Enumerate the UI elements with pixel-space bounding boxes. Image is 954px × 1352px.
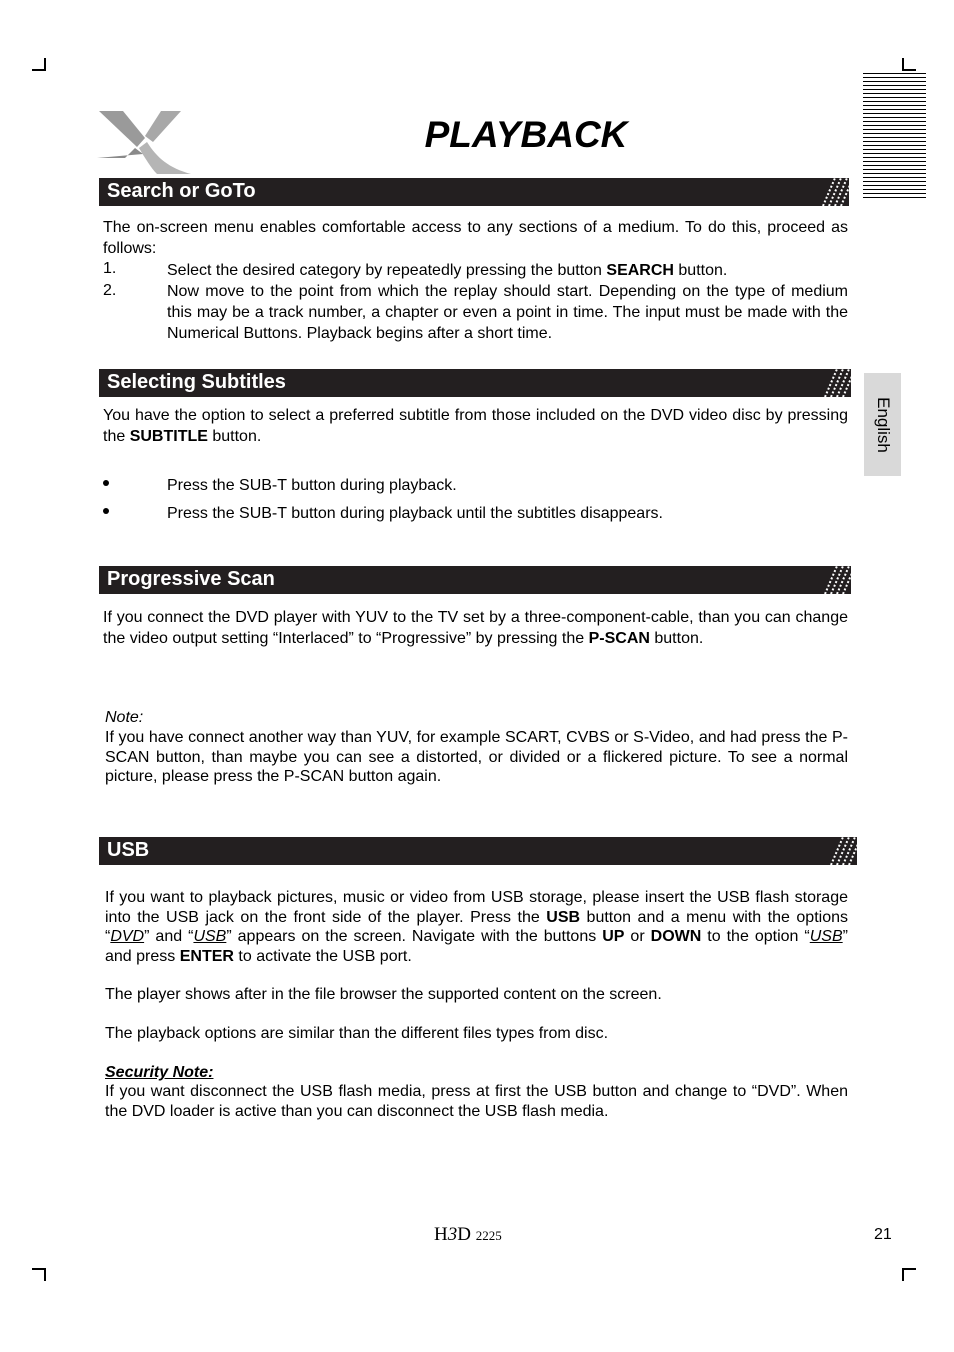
subtitles-intro: You have the option to select a preferred subtitle from those included on the DVD video disc by pressing the SUBTITLE button. [103, 407, 848, 445]
list-item: Select the desired category by repeatedly pressing the button SEARCH button. [167, 262, 728, 279]
progressive-text: If you connect the DVD player with YUV to the TV set by a three-component-cable, than you can change the video output setting “Interlaced” to “Progressive” by pressing the P-SCAN button. [103, 609, 848, 647]
hatch-pattern-icon [819, 178, 855, 206]
section-heading: Search or GoTo [107, 180, 256, 202]
section-header-usb [99, 837, 857, 865]
security-note-text: If you want disconnect the USB flash media, press at first the USB button and change to “DVD”. When the DVD loader is active than you can disconnect the USB flash media. [105, 1083, 848, 1120]
section-header-subtitles [99, 369, 851, 397]
section-header-search [99, 178, 849, 206]
crop-mark-top-left [32, 69, 46, 71]
note-label: Note: [105, 709, 144, 726]
model-name: H3D 2225 [434, 1224, 502, 1245]
crop-mark-top-right [902, 69, 916, 71]
usb-paragraph-1: If you want to playback pictures, music or video from USB storage, please insert the USB flash storage into the USB jack on the front side of the player. Press the USB button and a menu with the options “DVD” and “USB” appears on the screen. Navigate with the buttons UP or DOWN to the option “USB” and press ENTER to activate the USB port. [105, 889, 848, 965]
page-title: PLAYBACK [424, 114, 628, 155]
crop-mark-bottom-left [44, 1268, 46, 1281]
section-heading: USB [107, 839, 150, 861]
list-item: Now move to the point from which the replay should start. Depending on the type of medium this may be a track number, a chapter or even a point in time. The input must be made with the Numerical Buttons. Playback begins after a short time. [167, 283, 848, 342]
crop-mark-bottom-right [902, 1268, 904, 1281]
bullet-icon [103, 508, 109, 514]
list-number: 2. [103, 282, 117, 299]
bullet-item: Press the SUB-T button during playback until the subtitles disappears. [167, 505, 663, 522]
section-heading: Progressive Scan [107, 568, 275, 590]
list-number: 1. [103, 260, 117, 277]
security-note-label: Security Note: [105, 1064, 214, 1081]
language-tab [864, 373, 901, 476]
page-number: 21 [874, 1226, 892, 1243]
hatch-pattern-icon [821, 566, 857, 594]
search-intro: The on-screen menu enables comfortable access to any sections of a medium. To do this, proceed as follows: [103, 219, 848, 257]
crop-mark-bottom-right [902, 1268, 916, 1270]
language-tab-label: English [873, 396, 893, 453]
section-heading: Selecting Subtitles [107, 371, 286, 393]
bullet-item: Press the SUB-T button during playback. [167, 477, 457, 494]
usb-paragraph-3: The playback options are similar than the different files types from disc. [105, 1025, 609, 1042]
usb-paragraph-2: The player shows after in the file browser the supported content on the screen. [105, 986, 662, 1003]
section-header-progressive [99, 566, 851, 594]
bullet-icon [103, 480, 109, 486]
note-text: If you have connect another way than YUV, for example SCART, CVBS or S-Video, and had press the P-SCAN button, than maybe you can see a distorted, or divided or a flickered picture. To see a normal picture, please press the P-SCAN button again. [105, 729, 848, 785]
hatch-pattern-icon [827, 837, 863, 865]
hatch-pattern-icon [821, 369, 857, 397]
